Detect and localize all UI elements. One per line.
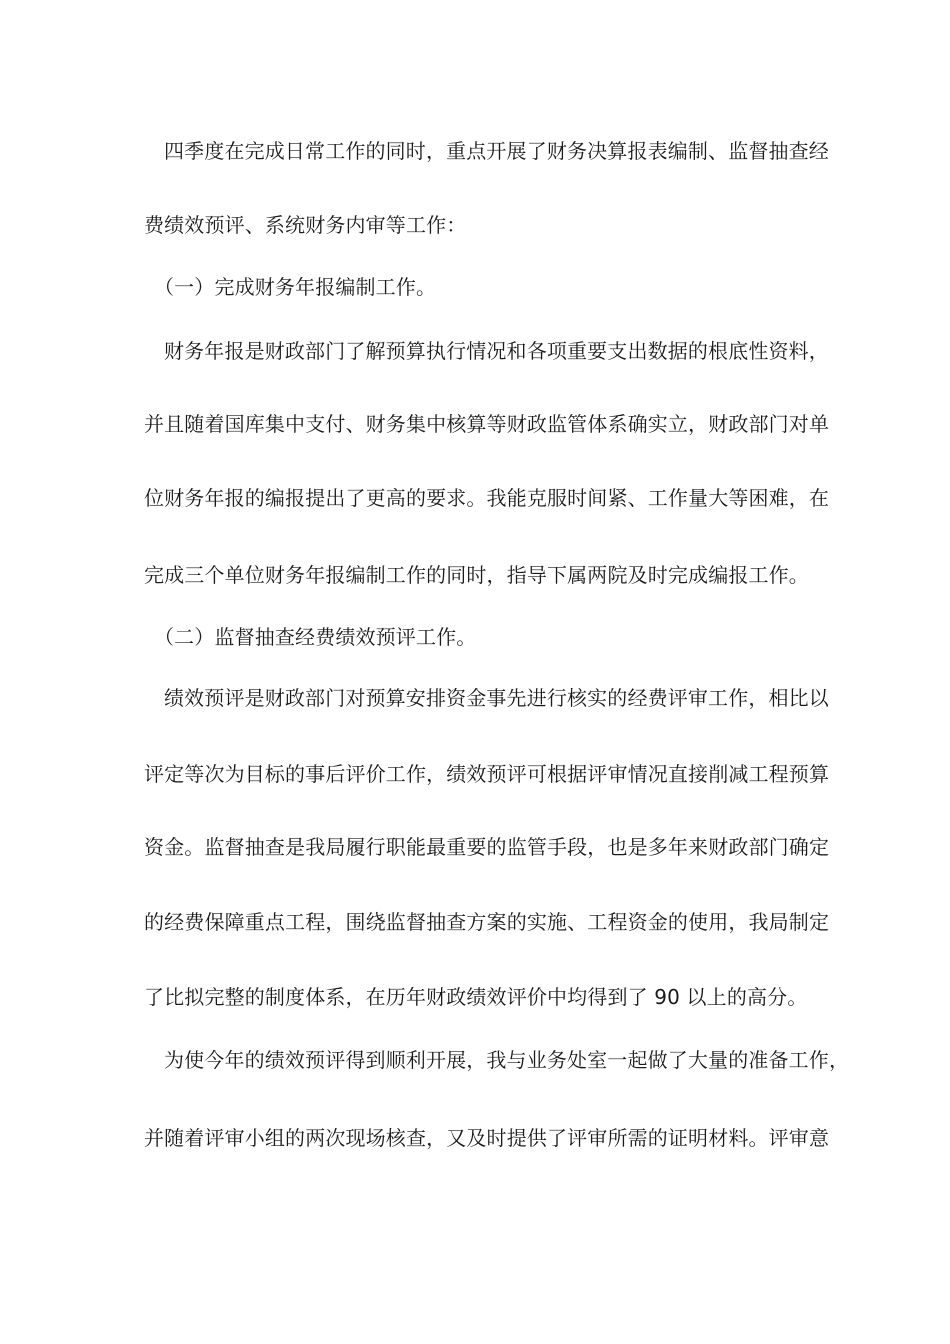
paragraph-line: 并且随着国库集中支付、财务集中核算等财政监管体系确实立，财政部门对单	[144, 412, 830, 436]
paragraph-line: 完成三个单位财务年报编制工作的同时，指导下属两院及时完成编报工作。	[144, 563, 809, 587]
paragraph-line: 资金。监督抽查是我局履行职能最重要的监管手段，也是多年来财政部门确定	[144, 835, 830, 859]
paragraph-line: 了比拟完整的制度体系，在历年财政绩效评价中均得到了 90 以上的高分。	[144, 985, 808, 1009]
section-heading: （二）监督抽查经费绩效预评工作。	[154, 625, 477, 649]
paragraph-line: 位财务年报的编报提出了更高的要求。我能克服时间紧、工作量大等困难，在	[144, 486, 830, 510]
paragraph-line: 财务年报是财政部门了解预算执行情况和各项重要支出数据的根底性资料，	[164, 339, 829, 363]
paragraph-line: 评定等次为目标的事后评价工作，绩效预评可根据评审情况直接削减工程预算	[144, 762, 830, 786]
paragraph-line: 费绩效预评、系统财务内审等工作：	[144, 213, 467, 237]
paragraph-line: 绩效预评是财政部门对预算安排资金事先进行核实的经费评审工作，相比以	[164, 686, 829, 710]
paragraph-line: 的经费保障重点工程，围绕监督抽查方案的实施、工程资金的使用，我局制定	[144, 910, 830, 934]
paragraph-line: 四季度在完成日常工作的同时，重点开展了财务决算报表编制、监督抽查经	[164, 139, 829, 163]
section-heading: （一）完成财务年报编制工作。	[154, 275, 437, 299]
paragraph-line: 为使今年的绩效预评得到顺利开展，我与业务处室一起做了大量的准备工作，	[164, 1048, 850, 1072]
paragraph-line: 并随着评审小组的两次现场核查，又及时提供了评审所需的证明材料。评审意	[144, 1126, 830, 1150]
